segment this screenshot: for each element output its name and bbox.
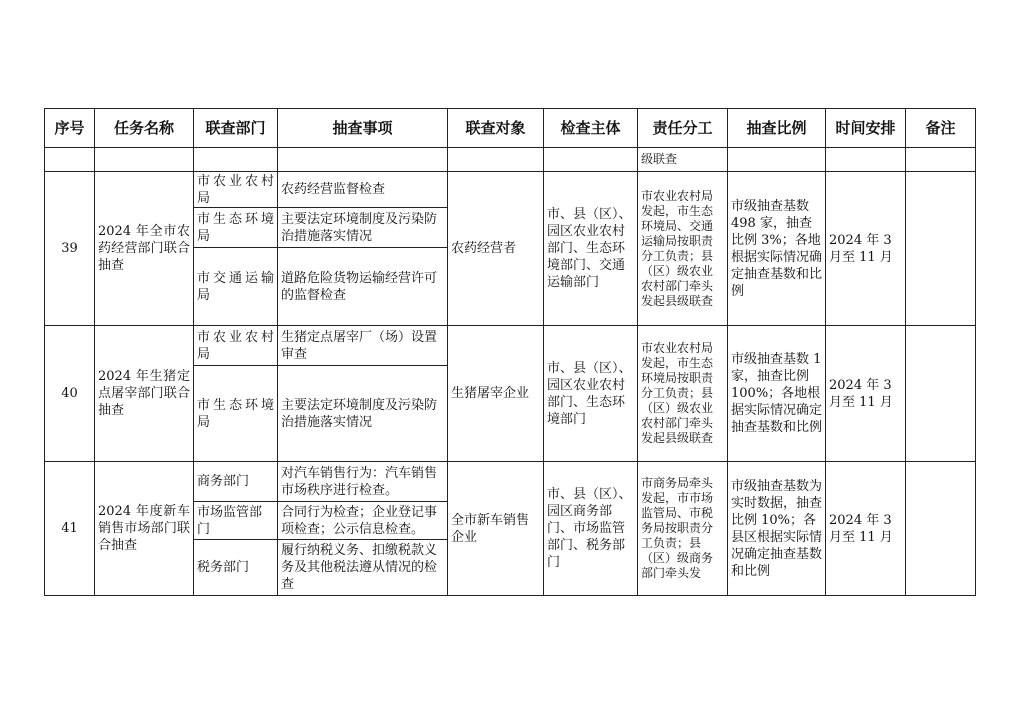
responsibility-cell: 市农业农村局发起，市生态环境局、交通运输局按职责分工负责；县（区）级农业农村部门牵头发起县级联查	[638, 172, 728, 326]
task-name: 2024 年度新车销售市场部门联合抽查	[95, 462, 194, 596]
dept-cell: 市农业农村局	[194, 326, 278, 366]
check-item-cell: 主要法定环境制度及污染防治措施落实情况	[278, 208, 448, 248]
remark-cell	[906, 462, 976, 596]
continuation-row	[45, 148, 976, 172]
subject-cell: 市、县（区）、园区农业农村部门、生态环境部门	[544, 326, 638, 462]
responsibility-cell: 市农业农村局发起，市生态环境局按职责分工负责；县（区）级农业农村部门牵头发起县级联查	[638, 326, 728, 462]
time-cell: 2024 年 3 月至 11 月	[826, 462, 906, 596]
task-table	[44, 108, 976, 596]
dept-cell: 市生态环境局	[194, 208, 278, 248]
time-cell: 2024 年 3 月至 11 月	[826, 172, 906, 326]
task-name: 2024 年生猪定点屠宰部门联合抽查	[95, 326, 194, 462]
continuation-responsibility: 级联查	[638, 148, 728, 172]
check-item-cell: 农药经营监督检查	[278, 172, 448, 208]
header-target: 联查对象	[448, 109, 544, 148]
task-name: 2024 年全市农药经营部门联合抽查	[95, 172, 194, 326]
header-departments: 联查部门	[194, 109, 278, 148]
responsibility-cell: 市商务局牵头发起，市市场监管局、市税务局按职责分工负责；县（区）级商务部门牵头发	[638, 462, 728, 596]
time-cell: 2024 年 3 月至 11 月	[826, 326, 906, 462]
header-check-items: 抽查事项	[278, 109, 448, 148]
check-item-cell: 道路危险货物运输经营许可的监督检查	[278, 248, 448, 326]
ratio-cell: 市级抽查基数 498 家，抽查比例 3%；各地根据实际情况确定抽查基数和比例	[728, 172, 826, 326]
check-item-cell: 合同行为检查；企业登记事项检查；公示信息检查。	[278, 502, 448, 540]
header-row	[45, 109, 976, 148]
table-row	[45, 172, 976, 208]
task-no: 41	[45, 462, 95, 596]
subject-cell: 市、县（区）、园区农业农村部门、生态环境部门、交通运输部门	[544, 172, 638, 326]
header-time: 时间安排	[826, 109, 906, 148]
header-responsibility: 责任分工	[638, 109, 728, 148]
check-item-cell: 对汽车销售行为：汽车销售市场秩序进行检查。	[278, 462, 448, 502]
check-item-cell: 履行纳税义务、扣缴税款义务及其他税法遵从情况的检查	[278, 540, 448, 596]
header-remark: 备注	[906, 109, 976, 148]
header-task-name: 任务名称	[95, 109, 194, 148]
remark-cell	[906, 172, 976, 326]
table-row	[45, 326, 976, 366]
dept-cell: 市交通运输局	[194, 248, 278, 326]
target-cell: 生猪屠宰企业	[448, 326, 544, 462]
remark-cell	[906, 326, 976, 462]
check-item-cell: 主要法定环境制度及污染防治措施落实情况	[278, 366, 448, 462]
task-no: 39	[45, 172, 95, 326]
ratio-cell: 市级抽查基数 1 家，抽查比例 100%；各地根据实际情况确定抽查基数和比例	[728, 326, 826, 462]
ratio-cell: 市级抽查基数为实时数据，抽查比例 10%；各县区根据实际情况确定抽查基数和比例	[728, 462, 826, 596]
dept-cell: 市生态环境局	[194, 366, 278, 462]
task-no: 40	[45, 326, 95, 462]
dept-cell: 市农业农村局	[194, 172, 278, 208]
dept-cell: 商务部门	[194, 462, 278, 502]
check-item-cell: 生猪定点屠宰厂（场）设置审查	[278, 326, 448, 366]
header-ratio: 抽查比例	[728, 109, 826, 148]
target-cell: 全市新车销售企业	[448, 462, 544, 596]
table-row	[45, 462, 976, 502]
dept-cell: 税务部门	[194, 540, 278, 596]
target-cell: 农药经营者	[448, 172, 544, 326]
header-subject: 检查主体	[544, 109, 638, 148]
header-no: 序号	[45, 109, 95, 148]
dept-cell: 市场监管部门	[194, 502, 278, 540]
subject-cell: 市、县（区）、园区商务部门、市场监管部门、税务部门	[544, 462, 638, 596]
